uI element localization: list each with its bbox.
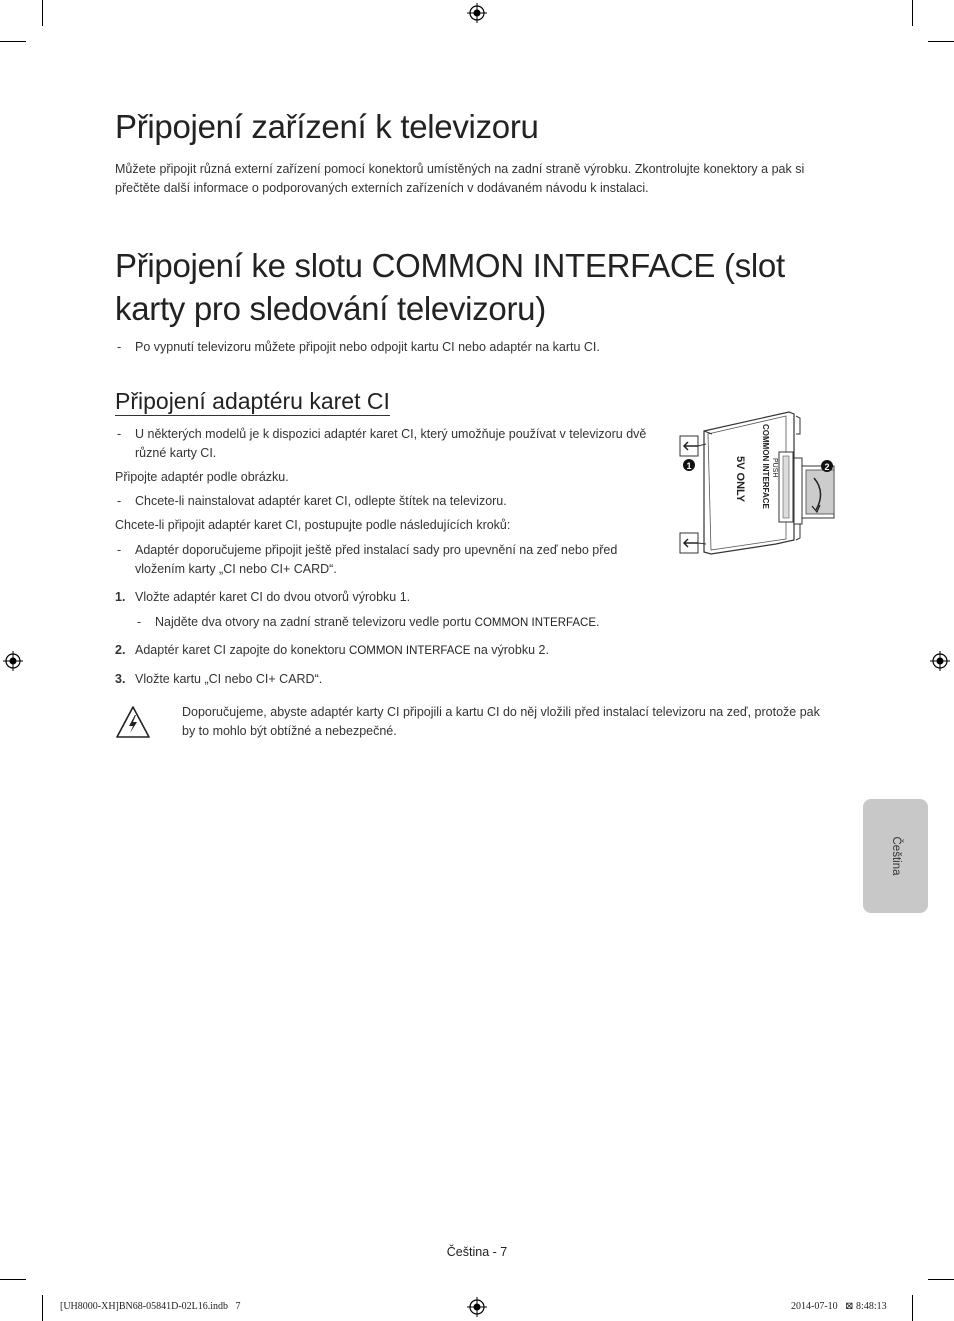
step-number: 1. (115, 590, 126, 604)
connector-label: COMMON INTERFACE (474, 617, 597, 629)
print-slug-left: [UH8000-XH]BN68-05841D-02L16.indb 7 (60, 1301, 241, 1312)
label-push: PUSH (771, 458, 778, 478)
dash-marker: - (117, 543, 122, 557)
step-text: Adaptér karet CI zapojte do konektoru COMMON INTERFACE na výrobku 2. (135, 643, 549, 657)
bullet-item (117, 425, 657, 463)
subsection-title: Připojení adaptéru karet CI (115, 388, 390, 414)
intro-text: Můžete připojit různá externí zařízení pomocí konektorů umístěných na zadní straně výrobku. Zkontrolujte konektory a pak si přečtěte další informace o podporovaných externích zařízeních v dodávaném návodu k instalaci. (115, 162, 805, 195)
dash-marker: - (117, 340, 122, 354)
crop-mark (912, 0, 913, 26)
bullet-text: U některých modelů je k dispozici adaptér karet CI, který umožňuje používat v televizoru dvě různé karty CI. (135, 427, 647, 460)
body-line: Chcete-li připojit adaptér karet CI, postupujte podle následujících kroků: (115, 518, 511, 532)
crop-mark (912, 1295, 913, 1321)
step-number: 2. (115, 643, 126, 657)
substep-text: Najděte dva otvory na zadní straně televizoru vedle portu COMMON INTERFACE. (155, 615, 600, 629)
connector-label: COMMON INTERFACE (349, 645, 471, 657)
bullet-item (117, 541, 657, 579)
registration-mark-icon (467, 3, 487, 23)
crop-mark (42, 0, 43, 26)
marker-1: 1 (686, 461, 692, 471)
language-tab-label: Čeština (889, 836, 902, 876)
registration-mark-icon (467, 1297, 487, 1317)
warning-text: Doporučujeme, abyste adaptér karty CI připojili a kartu CI do něj vložili před instalací televizoru na zeď, protože pak by to mohlo být obtížné a nebezpečné. (182, 705, 820, 738)
label-common-interface: COMMON INTERFACE (761, 424, 770, 509)
dash-marker: - (137, 615, 142, 629)
step-text: Vložte adaptér karet CI do dvou otvorů výrobku 1. (135, 590, 411, 604)
crop-mark (0, 1279, 26, 1280)
step-text: Vložte kartu „CI nebo CI+ CARD“. (135, 672, 323, 686)
bullet-text: Chcete-li nainstalovat adaptér karet CI, odlepte štítek na televizoru. (135, 494, 507, 508)
dash-marker: - (117, 427, 122, 441)
label-5v-only: 5V ONLY (734, 456, 746, 503)
crop-mark (0, 41, 26, 42)
bullet-text: Adaptér doporučujeme připojit ještě před instalací sady pro upevnění na zeď nebo před vložením karty „CI nebo CI+ CARD“. (135, 543, 618, 576)
page-title: Připojení zařízení k televizoru (115, 108, 539, 145)
bullet-item (117, 492, 657, 511)
step-number: 3. (115, 672, 126, 686)
registration-mark-icon (3, 651, 23, 671)
print-slug-right: 2014-07-10 ⊠ 8:48:13 (791, 1301, 887, 1312)
marker-2: 2 (824, 462, 830, 472)
language-tab (863, 799, 928, 913)
section-note-text: Po vypnutí televizoru můžete připojit nebo odpojit kartu CI nebo adaptér na kartu CI. (135, 340, 600, 354)
ci-adapter-diagram (676, 404, 844, 564)
crop-mark (42, 1295, 43, 1321)
section-title: Připojení ke slotu COMMON INTERFACE (slot karty pro sledování televizoru) (115, 247, 785, 327)
page-number: Čeština - 7 (446, 1245, 508, 1259)
warning-icon (115, 705, 151, 739)
crop-mark (928, 1279, 954, 1280)
crop-mark (928, 41, 954, 42)
registration-mark-icon (930, 651, 950, 671)
dash-marker: - (117, 494, 122, 508)
body-line: Připojte adaptér podle obrázku. (115, 470, 289, 484)
